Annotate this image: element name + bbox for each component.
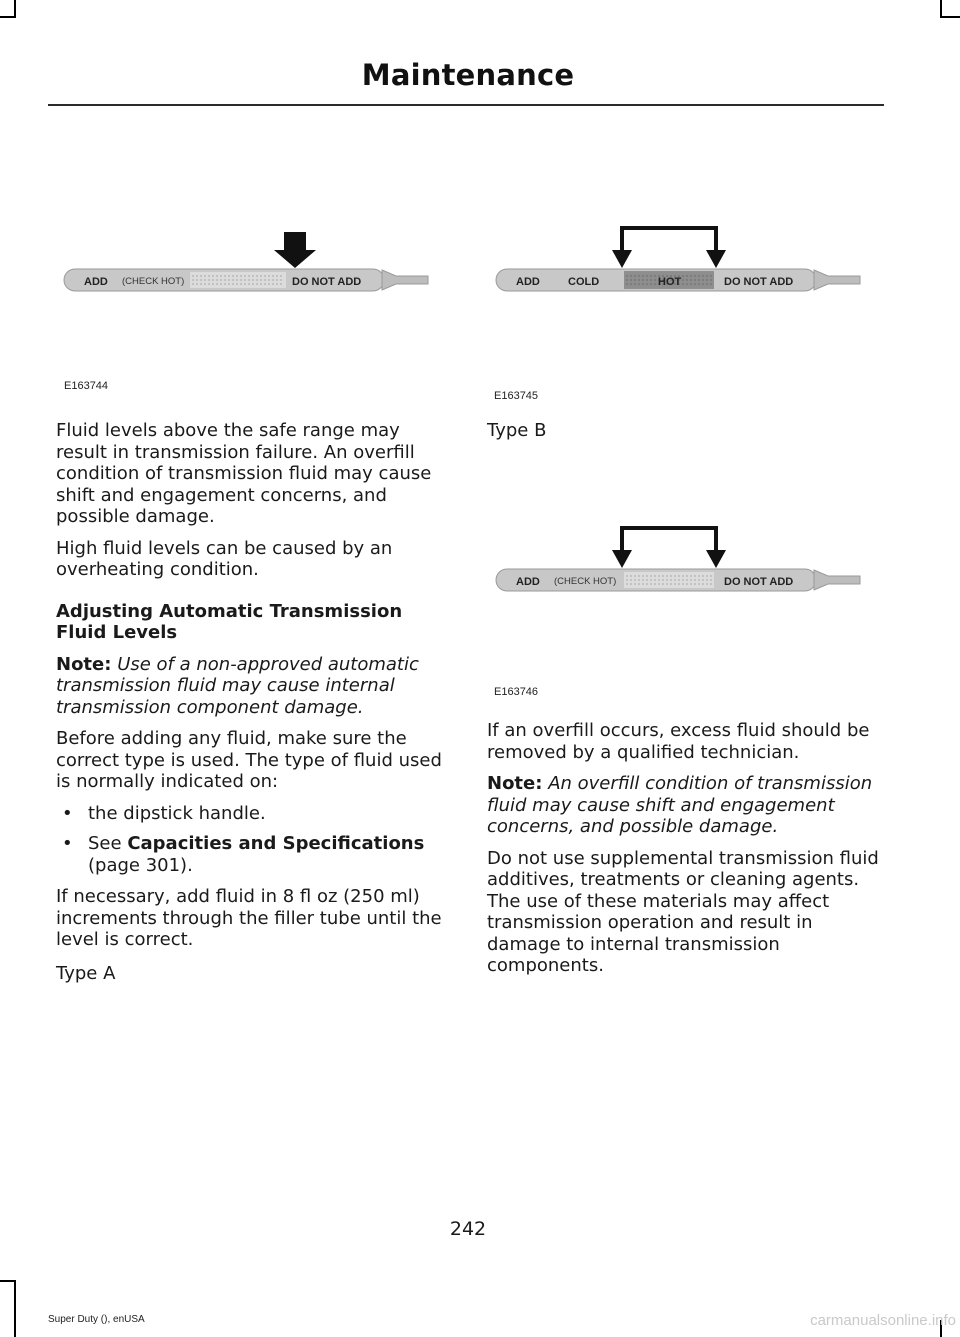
bullet-icon: • (62, 833, 73, 854)
crop-mark-bottom-left-h (0, 1280, 16, 1282)
paragraph: Do not use supplemental transmission fluid additives, treatments or cleaning agents. The use of these materials may affect transmission operation and result in damage to internal transmission components. (487, 847, 879, 976)
figure-dipstick-b (492, 226, 862, 402)
note-label: Note: (56, 653, 112, 675)
cross-reference-link[interactable]: Capacities and Specifications (127, 833, 425, 854)
paragraph: Before adding any fluid, make sure the correct type is used. The type of fluid used is normally indicated on: (56, 728, 442, 792)
note-label: Note: (487, 773, 543, 794)
list-item (56, 833, 448, 876)
list-item (56, 803, 448, 825)
dipstick-tube (814, 570, 860, 590)
label-add: ADD (84, 276, 108, 288)
hatch-zone (624, 572, 714, 588)
label-cold: COLD (568, 276, 600, 288)
note (487, 773, 879, 838)
paragraph: High fluid levels can be caused by an overheating condition. (56, 537, 393, 580)
right-column-caption (487, 420, 879, 452)
figure-caption: Type A (56, 962, 116, 984)
page-title: Maintenance (361, 58, 575, 92)
note-text: Use of a non-approved automatic transmission fluid may cause internal transmission component damage. (56, 653, 419, 718)
note (56, 654, 448, 719)
right-column (487, 720, 879, 987)
crop-mark-top-left-h (0, 16, 16, 18)
section-heading: Adjusting Automatic Transmission Fluid Levels (56, 600, 403, 643)
paragraph: If an overfill occurs, excess fluid should be removed by a qualified technician. (487, 720, 870, 763)
label-check-hot: (CHECK HOT) (554, 576, 617, 587)
label-add: ADD (516, 276, 540, 288)
bracket-line (622, 228, 716, 256)
left-column (56, 420, 448, 994)
figure-caption: Type B (487, 420, 547, 441)
arrow-down-icon (706, 550, 726, 568)
figure-code: E163745 (494, 390, 539, 402)
dipstick-tube (382, 270, 428, 290)
figure-dipstick-a (60, 226, 430, 392)
watermark: carmanualsonline.info (810, 1312, 956, 1329)
label-do-not-add: DO NOT ADD (724, 276, 794, 288)
paragraph: Fluid levels above the safe range may result in transmission failure. An overfill condition of transmission fluid may cause shift and engagement concerns, and possible damage. (56, 420, 432, 527)
list-item-suffix: (page 301). (88, 854, 193, 876)
figure-code: E163746 (494, 686, 539, 698)
dipstick-tube (814, 270, 860, 290)
arrow-down-icon (612, 550, 632, 568)
arrow-down-icon (612, 250, 632, 268)
figure-dipstick-c (492, 526, 862, 698)
label-do-not-add: DO NOT ADD (292, 276, 362, 288)
footer-doc-info: Super Duty (), enUSA (48, 1314, 145, 1325)
bracket-line (622, 528, 716, 556)
dipstick-c-illustration (492, 526, 862, 606)
bullet-icon: • (62, 802, 73, 824)
dipstick-b-illustration (492, 226, 862, 306)
crop-mark-top-right-h (940, 16, 960, 18)
crop-mark-bottom-left-v (14, 1280, 16, 1337)
header-rule (48, 104, 884, 106)
note-text: An overfill condition of transmission fluid may cause shift and engagement concerns, and possible damage. (487, 773, 873, 837)
label-check-hot: (CHECK HOT) (122, 276, 185, 287)
arrow-down-icon (274, 232, 316, 268)
list-item-text: the dipstick handle. (88, 802, 266, 824)
label-add: ADD (516, 576, 540, 588)
list-item-prefix: See (88, 833, 122, 854)
arrow-down-icon (706, 250, 726, 268)
page-number: 242 (449, 1218, 487, 1240)
paragraph: If necessary, add fluid in 8 fl oz (250 ml) increments through the filler tube until the level is correct. (56, 886, 442, 950)
label-do-not-add: DO NOT ADD (724, 576, 794, 588)
figure-code: E163744 (64, 380, 109, 392)
bullet-list (56, 803, 448, 877)
dipstick-a-illustration (60, 226, 430, 306)
label-hot: HOT (658, 276, 682, 288)
